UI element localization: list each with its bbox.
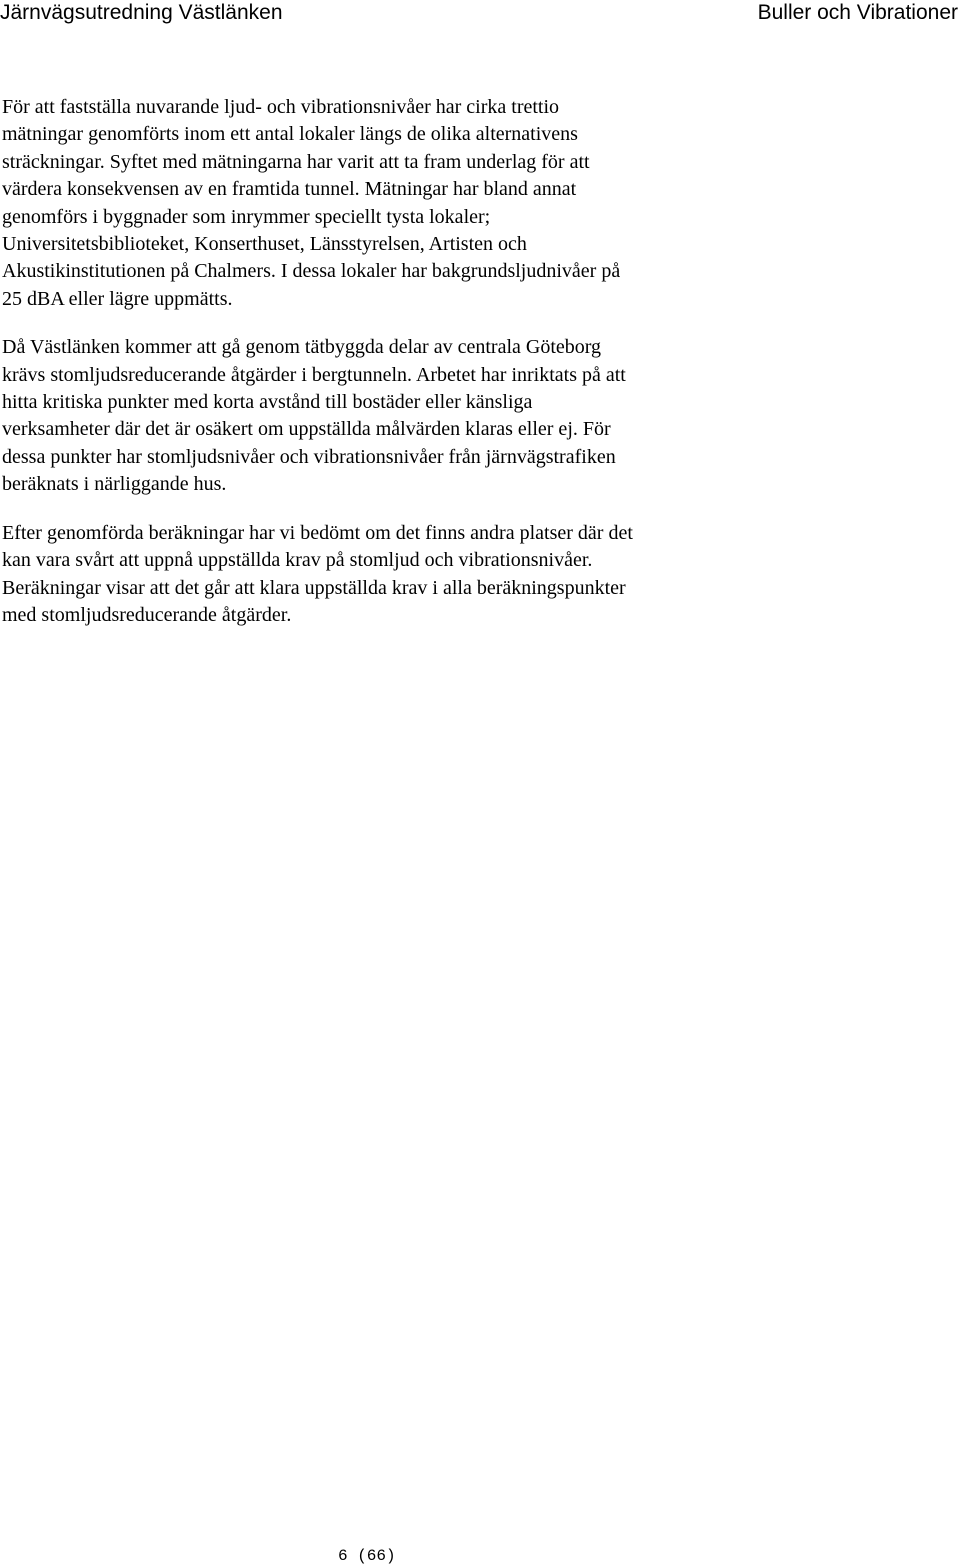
text-line: Efter genomförda beräkningar har vi bedömt om det finns andra platser där det: [2, 521, 633, 544]
text-line: genomförs i byggnader som inrymmer speciellt tysta lokaler;: [2, 205, 491, 228]
paragraph: [2, 334, 954, 498]
text-line: 25 dBA eller lägre uppmätts.: [2, 287, 233, 310]
text-line: För att fastställa nuvarande ljud- och vibrationsnivåer har cirka trettio: [2, 96, 560, 118]
text-line: kan vara svårt att uppnå uppställda krav på stomljud och vibrationsnivåer.: [2, 549, 593, 572]
text-line: Akustikinstitutionen på Chalmers. I dessa lokaler har bakgrundsljudnivåer på: [2, 260, 621, 283]
text-line: beräknats i närliggande hus.: [2, 473, 227, 496]
text-line: Då Västlänken kommer att gå genom tätbyggda delar av centrala Göteborg: [2, 336, 602, 359]
document-body: [2, 94, 954, 650]
document-title: Järnvägsutredning Västlänken: [0, 1, 283, 24]
text-line: verksamheter där det är osäkert om uppställda målvärden klaras eller ej. För: [2, 418, 611, 441]
text-line: Beräkningar visar att det går att klara uppställda krav i alla beräkningspunkter: [2, 576, 626, 599]
text-line: mätningar genomförts inom ett antal lokaler längs de olika alternativens: [2, 123, 578, 146]
section-title: Buller och Vibrationer: [757, 1, 958, 24]
paragraph: [2, 520, 954, 630]
text-line: sträckningar. Syftet med mätningarna har varit att ta fram underlag för att: [2, 150, 590, 173]
text-line: dessa punkter har stomljudsnivåer och vibrationsnivåer från järnvägstrafiken: [2, 445, 616, 468]
text-line: hitta kritiska punkter med korta avstånd till bostäder eller känsliga: [2, 391, 533, 414]
text-line: med stomljudsreducerande åtgärder.: [2, 603, 292, 626]
paragraph: [2, 94, 954, 313]
text-line: krävs stomljudsreducerande åtgärder i bergtunneln. Arbetet har inriktats på att: [2, 363, 626, 386]
text-line: Universitetsbiblioteket, Konserthuset, Länsstyrelsen, Artisten och: [2, 233, 527, 256]
text-line: värdera konsekvensen av en framtida tunnel. Mätningar har bland annat: [2, 178, 577, 201]
page-header: [0, 0, 960, 30]
page-number: 6 (66): [338, 1547, 396, 1565]
